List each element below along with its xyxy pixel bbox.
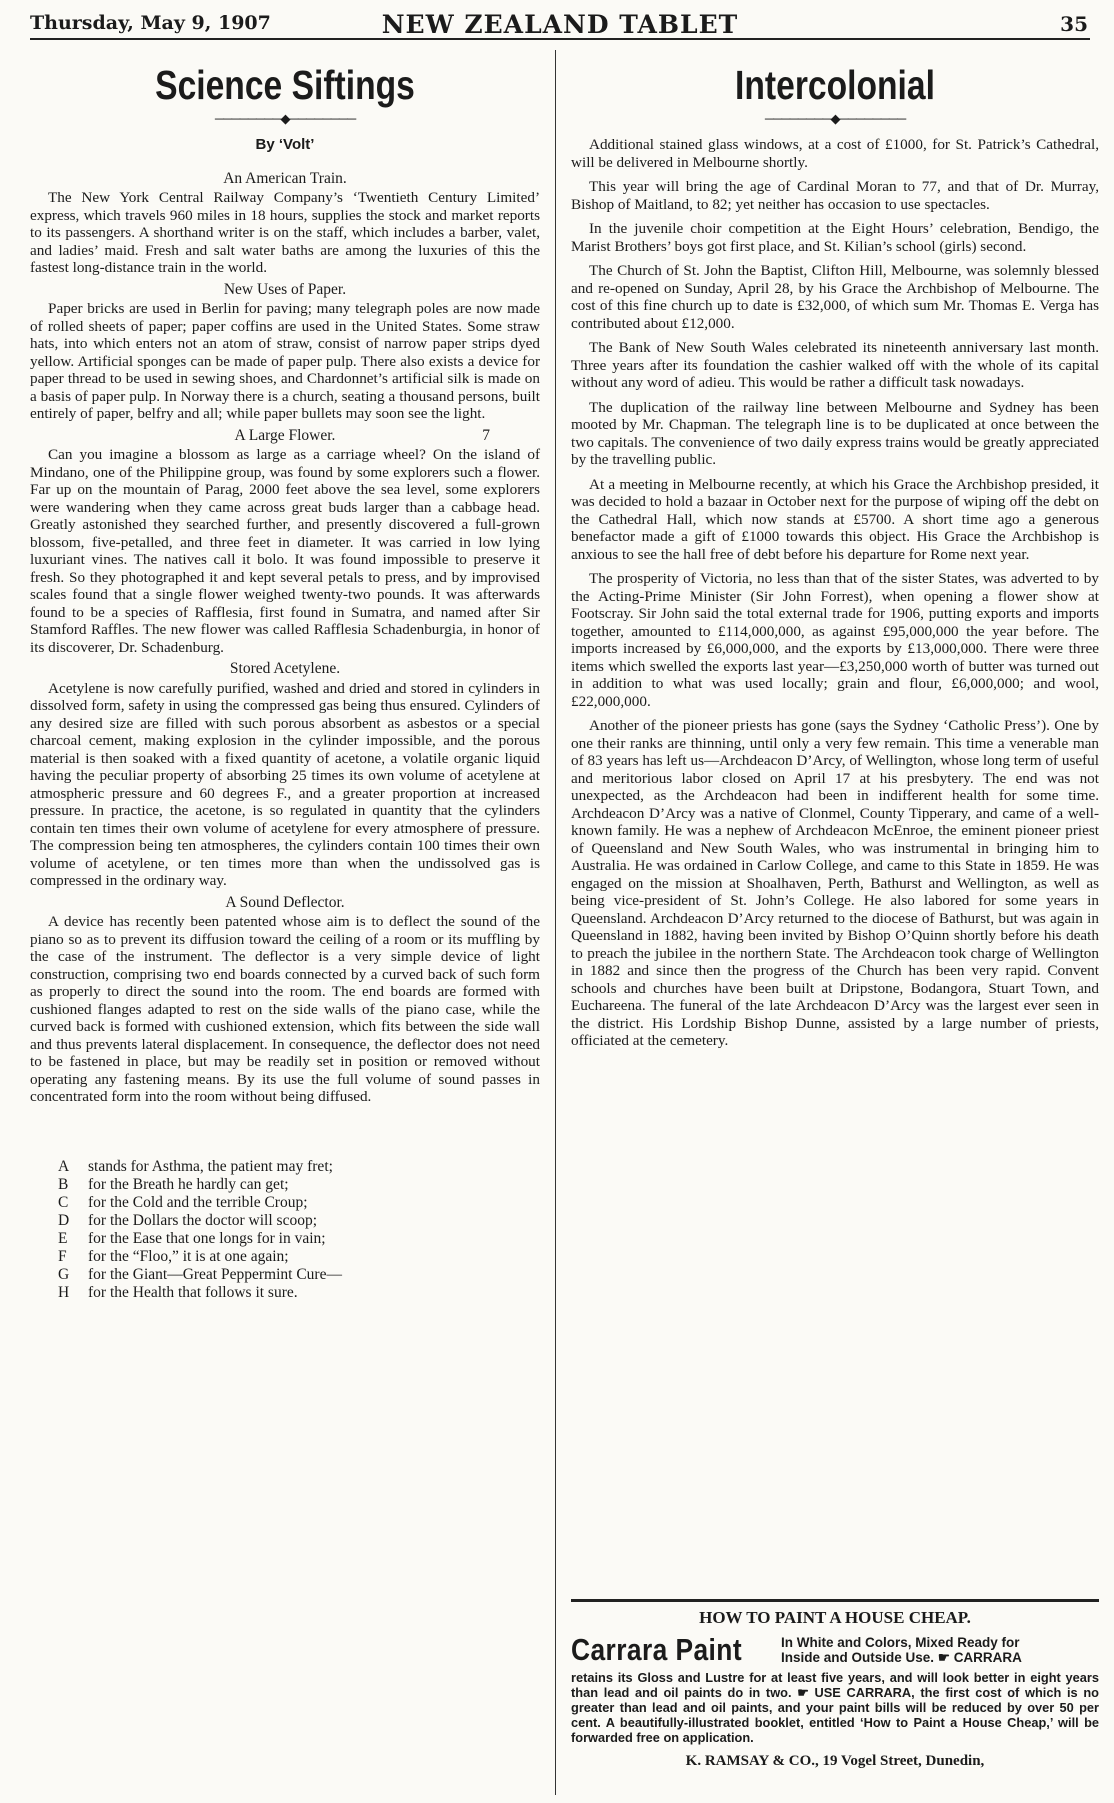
ad-body [571,1670,1099,1745]
article-heading: A Large Flower. [234,426,336,444]
tagline-line-3: CARRARA [953,1650,1022,1665]
article-paragraph: Can you imagine a blossom as large as a carriage wheel? On the island of Mindano, one of the Philippine group, was found by some explorers such a flower. Far up on the mountain of Parag, 2000 feet above the sea level, some explorers were wandering when they came across great buds larger than a cabbage head. Greatly astonished they searched further, and presently discovered a full-grown blossom, five-petalled, and three feet in diameter. It was carried in low lying luxuriant vines. The natives call it bolo. It was found impossible to preserve it fresh. So they photographed it and kept several petals to press, and by improvised scales found that a single flower weighed twenty-two pounds. It was afterwards found to be a species of Rafflesia, first found in Sumatra, and named after Sir Stamford Raffles. The new flower was called Rafflesia Schadenburgia, in honor of its discoverer, Dr. Schadenburg. [30,446,540,656]
ad-brand-row [571,1632,1099,1668]
news-paragraph: The prosperity of Victoria, no less than that of the sister States, was adverted to by the Acting-Prime Minister (Sir John Forrest), when opening a flower show at Footscray. Sir John said the total external trade for 1906, putting exports and imports together, amounted to £114,000,000, as against £95,000,000 the year before. The imports increased by £6,000,000, and the exports by £13,000,000. There were three items which swelled the exports last year—£3,250,000 worth of butter was turned out in addition to what was used locally; grain and flour, £6,000,000; and wool, £22,000,000. [571,570,1099,710]
acrostic-letter: B [58,1175,69,1193]
article-heading: An American Train. [223,169,347,187]
ornament-rule: ────────◆──────── [764,111,906,126]
ad-body-text-1: retains its Gloss and Lustre for at least five years, and will look better in eight years than lead and oil paints do in two. [571,1670,1099,1700]
acrostic-text: for the Cold and the terrible Croup; [88,1193,308,1211]
ad-body-text-2: USE CARRARA, the first cost of which is no greater than lead and oil paints, and your paint bills will be reduced by over 50 per cent. A beautifully-illustrated booklet, entitled ‘How to Paint a House Cheap,’ will be forwarded free on application. [571,1685,1099,1745]
ad-tagline [781,1635,1022,1665]
article-heading: Stored Acetylene. [229,660,341,677]
news-paragraph: This year will bring the age of Cardinal Moran to 77, and that of Dr. Murray, Bishop of Maitland, to 82; yet neither has occasion to use spectacles. [571,178,1099,213]
acrostic-line [30,1284,540,1302]
acrostic-text: for the Dollars the doctor will scoop; [88,1211,318,1229]
news-paragraph: Additional stained glass windows, at a cost of £1000, for St. Patrick’s Cathedral, will be delivered in Melbourne shortly. [571,136,1099,171]
column-title: Science Siftings [155,62,415,108]
article-paragraph: Acetylene is now carefully purified, washed and dried and stored in cylinders in dissolved form, safety in using the compressed gas being thus ensured. Cylinders of any desired size are filled with such porous absorbent as asbestos or a special charcoal cement, making explosion in the cylinder impossible, and the porous material is then soaked with a fixed quantity of acetone, a volatile organic liquid having the peculiar property of absorbing 25 times its own volume of acetylene at atmospheric pressure and 60 degrees F., and a greater proportion at increased pressure. In practice, the acetone, is so regulated in quantity that the cylinders contain ten times their own volume of acetylene for every atmosphere of pressure. The compression being ten atmospheres, the cylinders contain 100 times their own volume of acetylene, or ten times more than when the undissolved gas is compressed in the ordinary way. [30,679,540,889]
acrostic-line [30,1212,540,1230]
news-paragraph: The Bank of New South Wales celebrated its nineteenth anniversary last month. Three years after its foundation the cashier walked off with the whole of its capital without any word of adieu. This would be rather a difficult task nowadays. [571,339,1099,391]
acrostic-letter: H [58,1283,70,1301]
pointing-hand-icon: ☛ [797,1685,809,1700]
acrostic-letter: E [58,1229,68,1247]
article-heading: New Uses of Paper. [223,280,347,298]
tagline-line-1: In White and Colors, Mixed Ready for [781,1635,1020,1650]
acrostic-line [30,1266,540,1284]
article-heading-row [30,427,540,445]
article-paragraph: Paper bricks are used in Berlin for paving; many telegraph poles are now made of rolled sheets of paper; paper coffins are used in the United States. Some straw hats, into which enters not an atom of straw, consist of narrow paper strips dyed yellow. Artificial sponges can be made of paper pulp. There also exists a device for paper thread to be used in sewing shoes, and Chardonnet’s artificial silk is made on a basis of paper pulp. In Norway there is a church, seating a thousand persons, built entirely of paper, belfry and all; while paper bullets may soon see the light. [30,300,540,422]
acrostic-line [30,1248,540,1266]
news-paragraph: Another of the pioneer priests has gone (says the Sydney ‘Catholic Press’). One by one their ranks are thinning, until only a very few remain. This time a venerable man of 83 years has left us—Archdeacon D’Arcy, of Wellington, whose long term of useful and meritorious labor closed on April 17 at his presbytery. The end was not unexpected, as the Archdeacon had been in indifferent health for some time. Archdeacon D’Arcy was a native of Clonmel, County Tipperary, and came of a well-known family. He was a nephew of Archdeacon McEnroe, the eminent pioneer priest of Queensland and New South Wales, who was instrumental in bringing him to Australia. He was ordained in Carlow College, and came to this State in 1859. He was engaged on the mission at Shoalhaven, Perth, Bathurst and Wellington, as well as being vice-president of St. John’s College. He also labored for some years in Queensland. Archdeacon D’Arcy returned to the diocese of Bathurst, but was again in Queensland in 1882, having been invited by Bishop O’Quinn shortly before his death to preach the jubilee in the northern State. The Archdeacon took charge of Wellington in 1882 and since then the progress of the Church has been very rapid. Convent schools and churches have been built at Dripstone, Bodangora, Stuart Town, and Euchareena. The funeral of the late Archdeacon D’Arcy was the largest ever seen in the district. His Lordship Bishop Dunne, assisted by a large number of priests, officiated at the cemetery. [571,717,1099,1049]
intercolonial-column [571,50,1099,1057]
acrostic-letter: A [58,1157,70,1175]
news-paragraph: At a meeting in Melbourne recently, at which his Grace the Archbishop presided, it was decided to hold a bazaar in October next for the purpose of wiping off the debt on the Cathedral Hall, which now stands at £5700. A short time ago a generous benefactor made a gift of £1000 towards this object. His Grace the Archbishop is anxious to see the hall free of debt before his departure for Rome next year. [571,475,1099,563]
acrostic-letter: D [58,1211,70,1229]
news-paragraph: The duplication of the railway line between Melbourne and Sydney has been mooted by Mr. Chapman. The telegraph line is to be duplicated at once between the two capitals. The convenience of two daily express trains would be greatly appreciated by the travelling public. [571,398,1099,468]
carrara-paint-advertisement [571,1599,1099,1770]
column-divider [555,50,556,1795]
acrostic-letter: G [58,1265,70,1283]
publication-title: NEW ZEALAND TABLET [381,10,739,39]
ornament-rule: ────────◆──────── [214,111,356,126]
byline: By ‘Volt’ [255,136,315,153]
acrostic-poem [30,1158,540,1302]
ad-address: K. RAMSAY & CO., 19 Vogel Street, Dunedin, [685,1753,985,1769]
acrostic-text: for the Ease that one longs for in vain; [88,1229,326,1247]
acrostic-line [30,1158,540,1176]
acrostic-text: for the Giant—Great Peppermint Cure— [88,1265,342,1283]
acrostic-line [30,1176,540,1194]
tagline-line-2: Inside and Outside Use. [781,1650,935,1665]
acrostic-line [30,1194,540,1212]
article-paragraph: The New York Central Railway Company’s ‘Twentieth Century Limited’ express, which travels 960 miles in 18 hours, supplies the stock and market reports to its passengers. A shorthand writer is on the staff, which includes a barber, valet, and ladies’ maid. Fresh and salt water baths are among the luxuries of this the fastest long-distance train in the world. [30,189,540,276]
ad-heading: HOW TO PAINT A HOUSE CHEAP. [699,1608,971,1627]
acrostic-text: for the Health that follows it sure. [88,1283,298,1301]
acrostic-text: stands for Asthma, the patient may fret; [88,1157,333,1175]
article-paragraph: A device has recently been patented whose aim is to deflect the sound of the piano so as to prevent its diffusion toward the ceiling of a room or its muffling by the case of the instrument. The deflector is a very simple device of light construction, comprising two end boards connected by a curved back of such form as properly to direct the sound into the room. The end boards are formed with cushioned flanges adapted to rest on the side walls of the piano case, while the curved back is formed with cushioned extension, which fits between the side wall and thus prevents lateral displacement. In consequence, the deflector does not need to be fastened in place, but may be readily set in position or removed without operating any fastening means. By its use the full volume of sound passes in concentrated form into the room without being diffused. [30,913,540,1105]
page-number: 35 [1060,12,1088,36]
acrostic-letter: F [58,1247,67,1265]
science-siftings-column [30,50,540,1302]
stray-number: 7 [482,426,490,444]
news-paragraph: The Church of St. John the Baptist, Clifton Hill, Melbourne, was solemnly blessed and re-opened on Sunday, April 28, by his Grace the Archbishop of Melbourne. The cost of this fine church up to date is £32,000, of which sum Mr. Thomas E. Verga has contributed about £12,000. [571,262,1099,332]
acrostic-text: for the Breath he hardly can get; [88,1175,289,1193]
news-paragraph: In the juvenile choir competition at the Eight Hours’ celebration, Bendigo, the Marist Brothers’ boys got first place, and St. Kilian’s school (girls) second. [571,220,1099,255]
acrostic-text: for the “Floo,” it is at one again; [88,1247,289,1265]
masthead [30,8,1090,40]
pointing-hand-icon: ☛ [937,1650,950,1665]
article-heading: A Sound Deflector. [225,893,345,911]
column-title: Intercolonial [735,62,935,108]
acrostic-line [30,1230,540,1248]
issue-date: Thursday, May 9, 1907 [30,12,271,34]
acrostic-letter: C [58,1193,69,1211]
brand-name: Carrara Paint [571,1632,743,1667]
